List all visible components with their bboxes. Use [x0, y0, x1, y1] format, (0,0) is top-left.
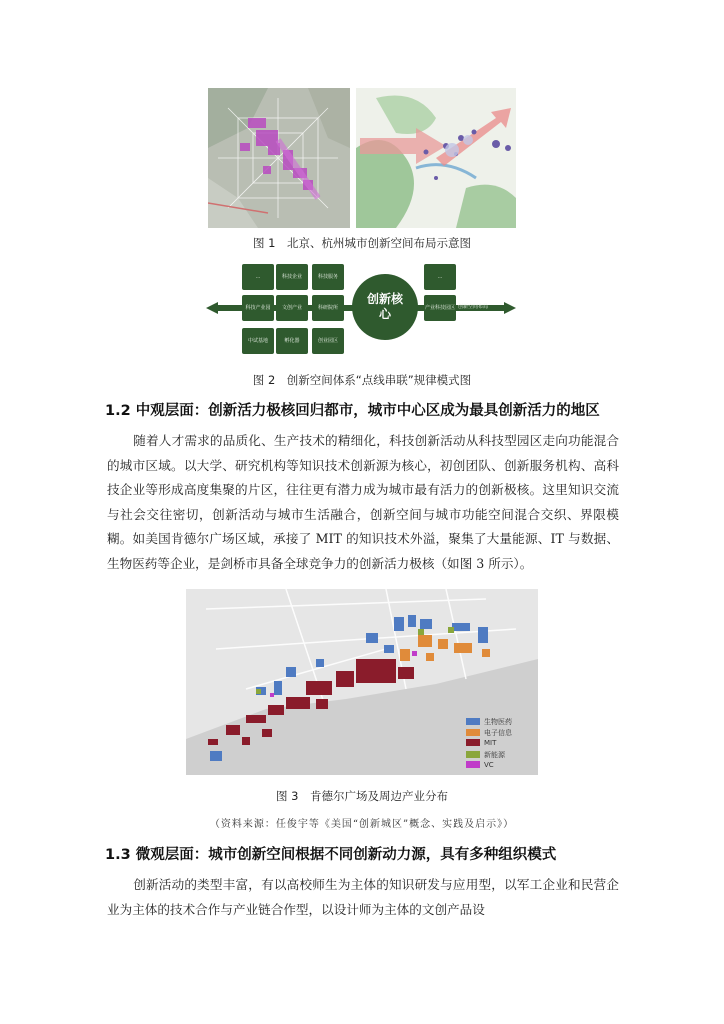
legend-label-4: 新能源: [484, 751, 505, 759]
legend-swatch-2: [466, 729, 480, 736]
box-top-4: …: [424, 264, 456, 290]
legend-label-5: VC: [484, 761, 494, 769]
legend-swatch-4: [466, 751, 480, 758]
arrow-right-label: 创新空间布局: [458, 304, 489, 310]
legend-item-4: [466, 750, 505, 760]
legend-item-3: [466, 739, 496, 747]
box-bottom-1: 中试基地: [242, 328, 274, 354]
box-top-1: …: [242, 264, 274, 290]
box-top-3: 科技服务: [312, 264, 344, 290]
figure-1-caption: 图 1 北京、杭州城市创新空间布局示意图: [253, 236, 471, 250]
box-mid-right: 产业科技园区: [424, 295, 456, 321]
hangzhou-map-image: [356, 88, 516, 228]
section-1-2-text: 随着人才需求的品质化、生产技术的精细化，科技创新活动从科技型园区走向功能混合的城市区域。以大学、研究机构等知识技术创新源为核心，初创团队、创新服务机构、高科技企业等形成高度集聚的片区，往往更有潜力成为城市最有活力的创新极核。这里知识交流与社会交往密切，创新活动与城市生活融合，创新空间与城市功能空间混合交织、界限模糊。如美国肯德尔广场区域，承接了 MIT 的知识技术外溢，聚集了大量能源、IT 与数据、生物医药等企业，是剑桥市具备全球竞争力的创新活力极核（如图 3 所示）。: [107, 433, 619, 571]
beijing-map-image: [208, 88, 350, 228]
kendall-square-map-image: [186, 589, 538, 775]
legend-swatch-3: [466, 739, 480, 746]
legend-item-2: [466, 728, 512, 738]
figure-2-diagram: [206, 260, 516, 360]
section-1-3-heading: 1.3 微观层面：城市创新空间根据不同创新动力源，具有多种组织模式: [105, 847, 557, 863]
box-top-2: 科技企业: [276, 264, 308, 290]
box-mid-1: 科技产业园: [242, 295, 274, 321]
legend-item-1: [466, 717, 512, 727]
figure-3-caption: 图 3 肯德尔广场及周边产业分布: [276, 789, 448, 803]
legend-item-5: [466, 761, 494, 769]
figure-3-source: （资料来源：任俊宇等《美国“创新城区”概念、实践及启示》）: [209, 819, 515, 830]
legend-label-2: 电子信息: [484, 729, 512, 737]
section-1-3-paragraph: [107, 873, 619, 922]
figure-2-caption: 图 2 创新空间体系“点线串联”规律模式图: [252, 373, 472, 387]
legend-swatch-5: [466, 761, 480, 768]
box-bottom-2: 孵化器: [276, 328, 308, 354]
box-bottom-3: 创业园区: [312, 328, 344, 354]
legend-label-1: 生物医药: [484, 718, 512, 726]
box-mid-2: 文创产业: [276, 295, 308, 321]
section-1-2-paragraph: [107, 429, 619, 576]
legend-label-3: MIT: [484, 739, 497, 747]
legend-swatch-1: [466, 718, 480, 725]
innovation-core-circle: [352, 274, 418, 340]
box-mid-3: 科研院所: [312, 295, 344, 321]
innovation-core-label: 创新核心: [366, 292, 403, 321]
section-1-2-heading: 1.2 中观层面：创新活力极核回归都市，城市中心区成为最具创新活力的地区: [105, 403, 600, 419]
section-1-3-text: 创新活动的类型丰富，有以高校师生为主体的知识研发与应用型，以军工企业和民营企业为主体的技术合作与产业链合作型，以设计师为主体的文创产品设: [107, 877, 619, 917]
